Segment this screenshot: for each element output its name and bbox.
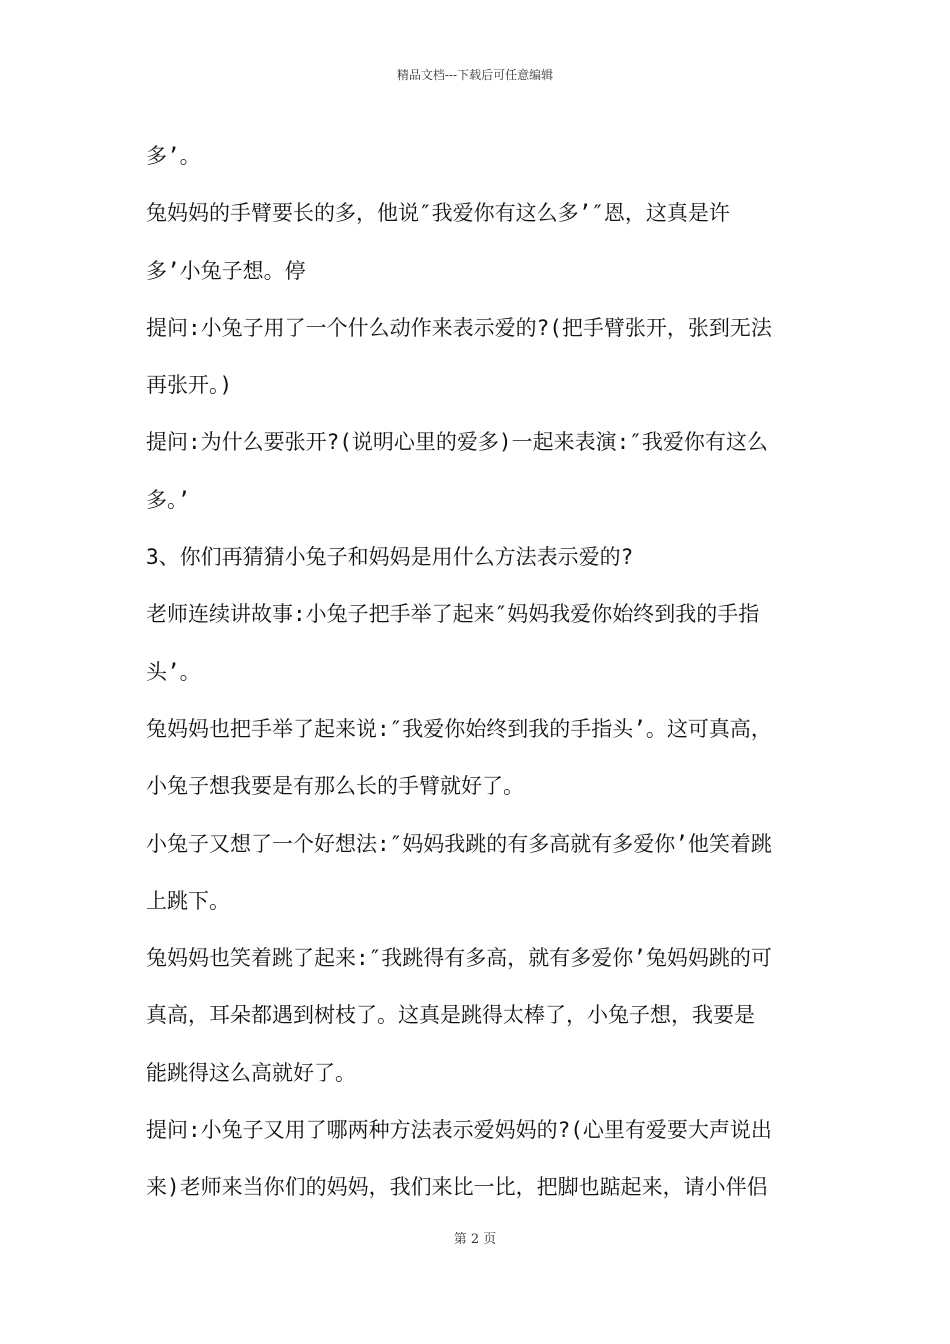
- text-line: 能跳得这么高就好了。: [146, 1060, 356, 1085]
- text-line: 头’。: [146, 659, 201, 684]
- text-line: 上跳下。: [146, 888, 230, 913]
- text-line: 小兔子想我要是有那么长的手臂就好了。: [146, 774, 524, 799]
- text-line: 老师连续讲故事:小兔子把手举了起来″妈妈我爱你始终到我的手指: [146, 602, 760, 627]
- text-line: 小兔子又想了一个好想法:″妈妈我跳的有多高就有多爱你’他笑着跳: [146, 831, 772, 856]
- text-line: 多。’: [146, 487, 191, 512]
- page-header: 精品文档---下载后可任意编辑: [396, 68, 554, 82]
- text-line: 真高，耳朵都遇到树枝了。这真是跳得太棒了，小兔子想，我要是: [146, 1003, 755, 1028]
- page-number: 第 2 页: [453, 1232, 497, 1247]
- text-line: 3、你们再猜猜小兔子和妈妈是用什么方法表示爱的?: [146, 545, 634, 570]
- text-line: 提问:小兔子用了一个什么动作来表示爱的?(把手臂张开，张到无法: [146, 315, 772, 340]
- text-line: 兔妈妈也把手举了起来说:″我爱你始终到我的手指头’。这可真高，: [146, 716, 772, 741]
- text-line: 多’。: [146, 144, 201, 168]
- body-text: [146, 128, 816, 1217]
- text-line: 多’小兔子想。停: [146, 258, 306, 283]
- text-line: 兔妈妈的手臂要长的多，他说″我爱你有这么多’″恩，这真是许: [146, 201, 730, 226]
- text-line: 提问:小兔子又用了哪两种方法表示爱妈妈的?(心里有爱要大声说出: [146, 1118, 772, 1143]
- text-line: 兔妈妈也笑着跳了起来:″我跳得有多高，就有多爱你’兔妈妈跳的可: [146, 946, 772, 971]
- text-line: 来)老师来当你们的妈妈，我们来比一比，把脚也踮起来，请小伴侣: [146, 1175, 768, 1200]
- text-line: 再张开。): [146, 373, 233, 398]
- text-line: 提问:为什么要张开?(说明心里的爱多)一起来表演:″我爱你有这么: [146, 430, 768, 455]
